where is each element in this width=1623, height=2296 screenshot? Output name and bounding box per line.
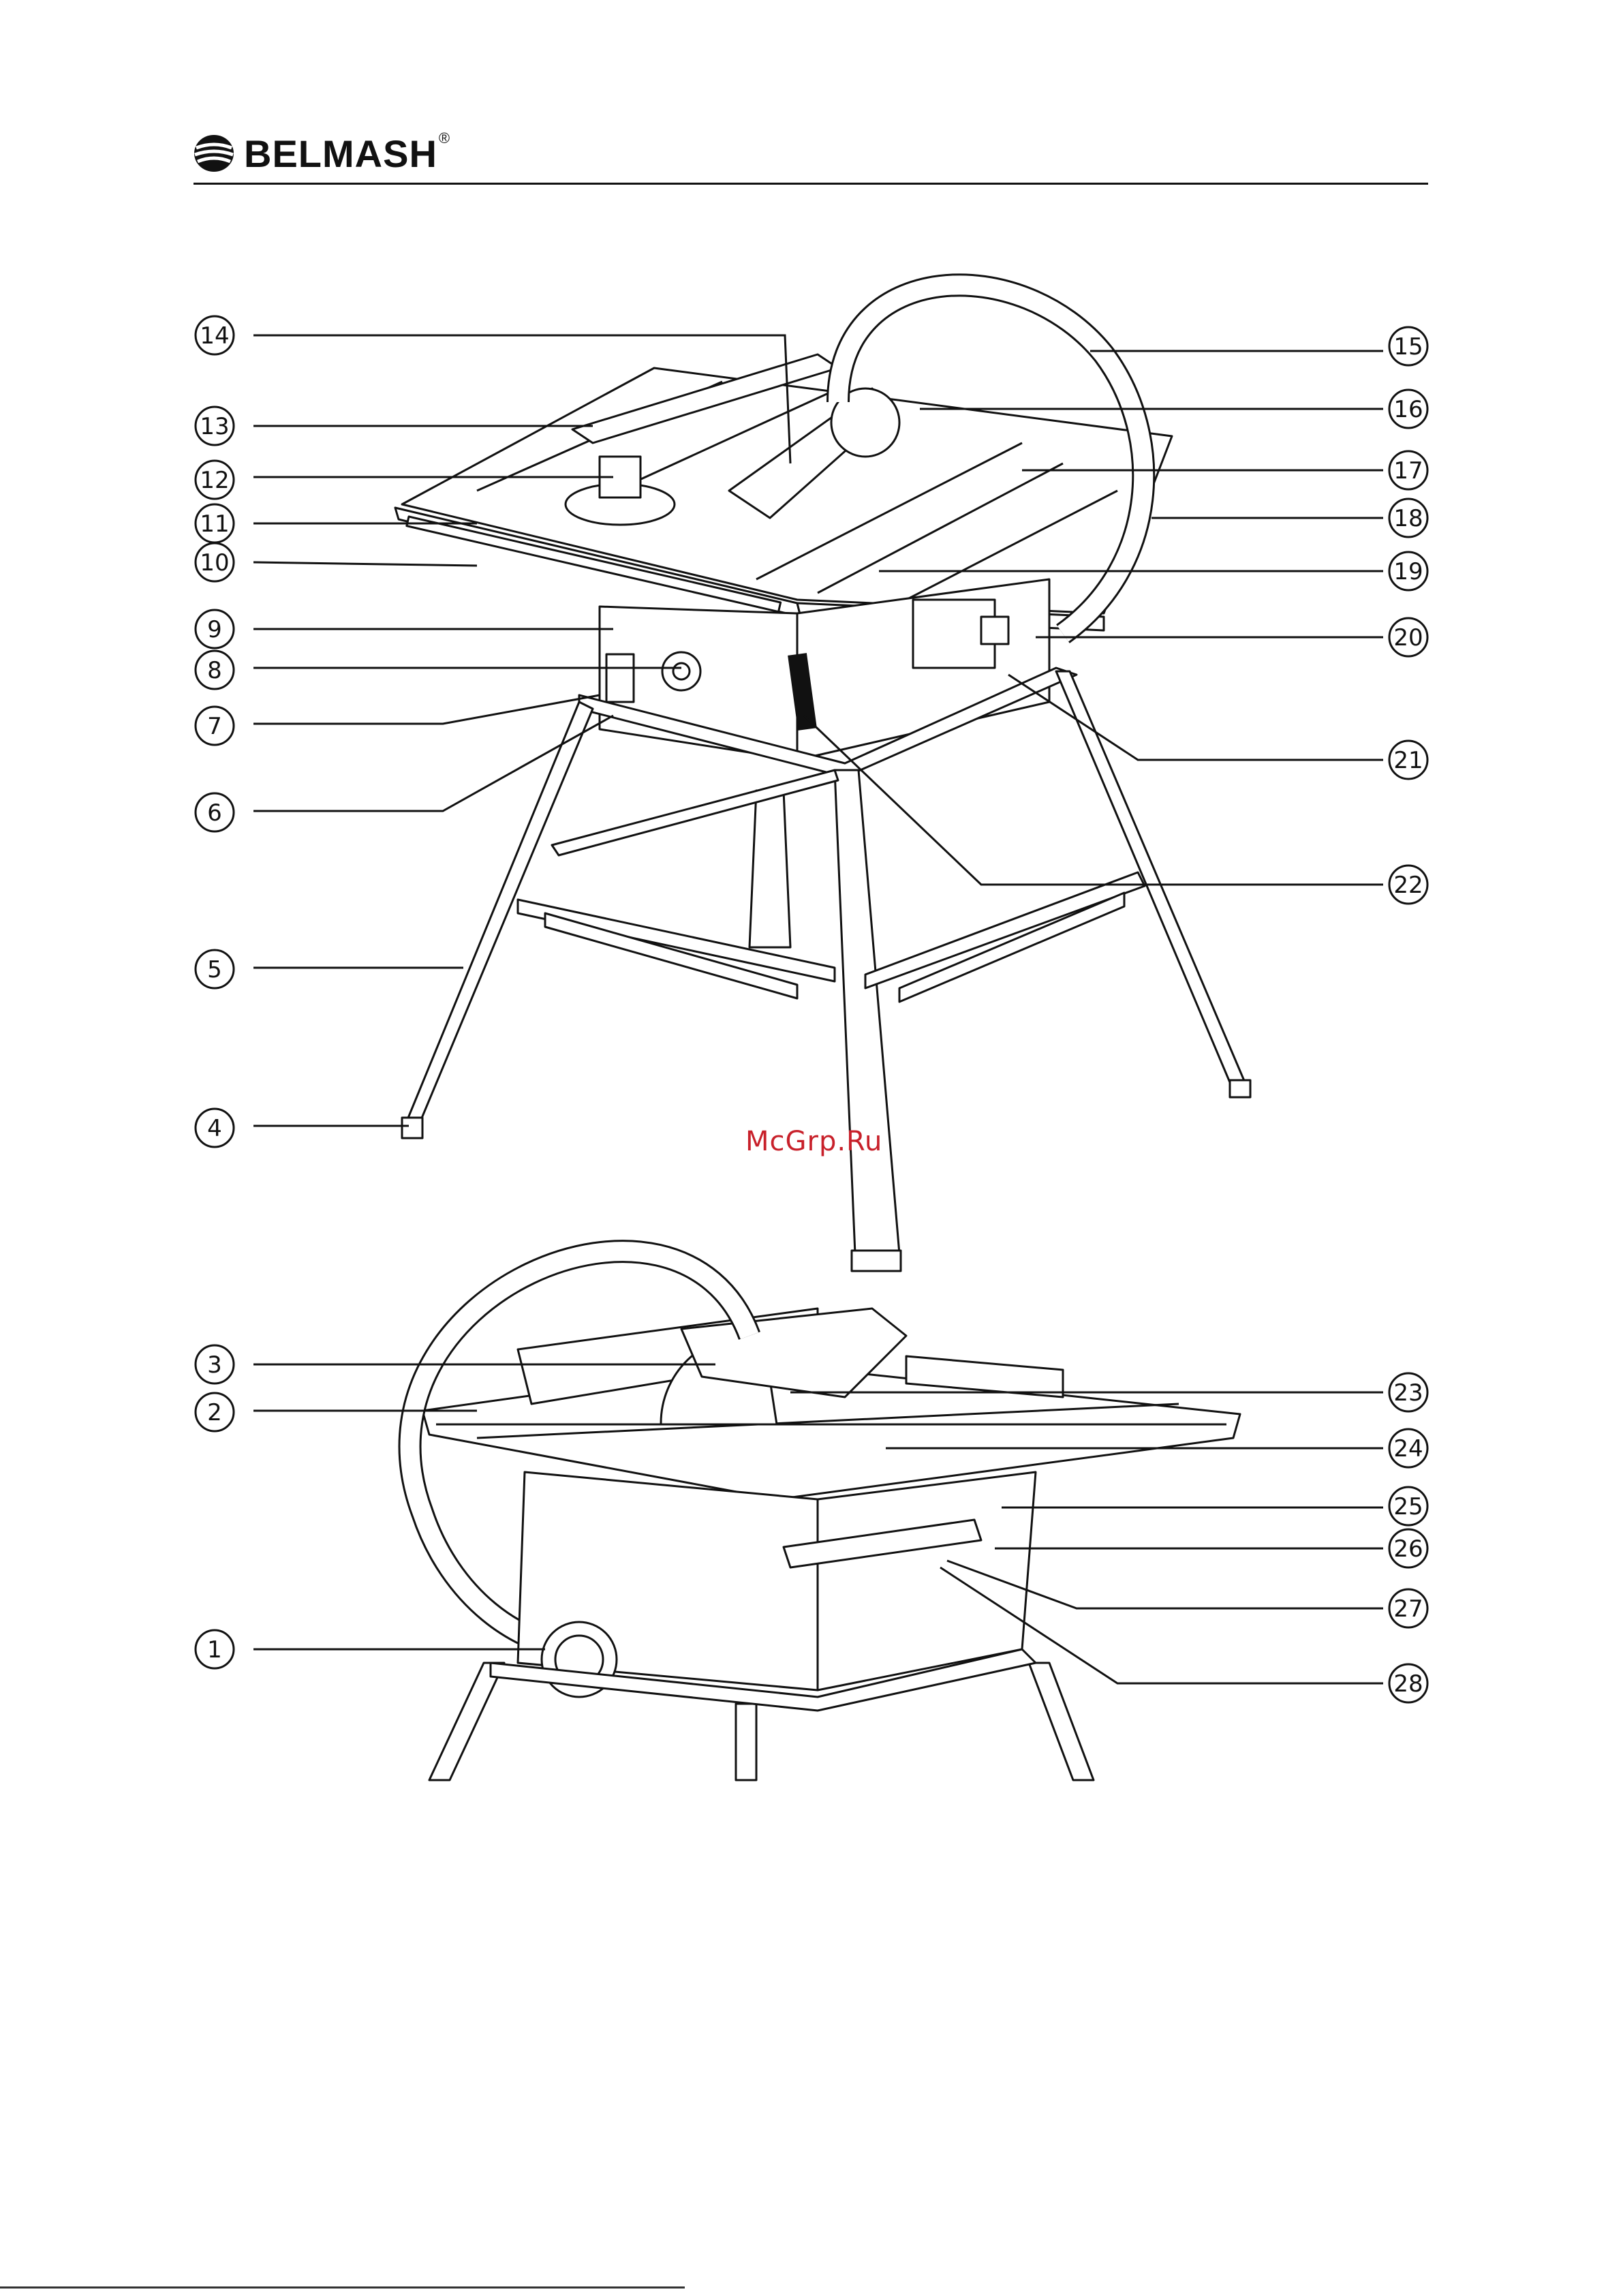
callout-label: 11 [200,510,230,538]
callout-label: 9 [207,616,222,643]
callout-label: 6 [207,799,222,827]
brand-name: BELMASH [244,132,437,175]
callout-4 [196,1109,234,1147]
callout-10 [196,543,234,581]
callout-18 [1389,499,1427,537]
callout-label: 14 [200,322,230,350]
callout-label: 15 [1393,333,1423,361]
callout-label: 21 [1393,747,1423,774]
callout-label: 16 [1393,396,1423,423]
saw-top-view [395,285,1250,1271]
callout-label: 24 [1393,1435,1423,1463]
footer-divider [0,2286,685,2289]
leg-center-front [835,770,899,1254]
callouts-left [196,316,234,1668]
callout-label: 25 [1393,1493,1423,1520]
registered-mark: ® [438,129,450,147]
callout-5 [196,950,234,988]
callout-15 [1389,327,1427,365]
callout-2 [196,1393,234,1431]
callout-label: 17 [1393,457,1423,485]
callout-label: 4 [207,1115,222,1142]
callout-9 [196,610,234,648]
callout-28 [1389,1664,1427,1702]
callout-7 [196,707,234,745]
callout-27 [1389,1589,1427,1627]
callout-label: 3 [207,1351,222,1379]
saw-side-view [410,1251,1240,1780]
callout-label: 28 [1393,1670,1423,1698]
callout-25 [1389,1487,1427,1525]
callout-20 [1389,618,1427,656]
callout-23 [1389,1373,1427,1411]
callout-26 [1389,1529,1427,1567]
callout-11 [196,504,234,542]
callout-label: 1 [207,1636,222,1664]
callout-label: 10 [200,549,230,577]
callout-label: 7 [207,713,222,740]
callout-label: 20 [1393,624,1423,652]
callout-label: 23 [1393,1379,1423,1407]
callout-label: 19 [1393,558,1423,585]
callout-label: 22 [1393,872,1423,899]
callout-label: 26 [1393,1535,1423,1563]
callout-label: 12 [200,467,230,494]
callout-24 [1389,1429,1427,1467]
callout-13 [196,407,234,445]
callout-label: 27 [1393,1595,1423,1623]
callout-16 [1389,390,1427,428]
callout-label: 18 [1393,505,1423,532]
callout-6 [196,793,234,831]
leg-right-front [1056,671,1247,1090]
callout-label: 2 [207,1399,222,1426]
callout-22 [1389,866,1427,904]
callout-3 [196,1345,234,1383]
callout-21 [1389,741,1427,779]
leg-back [749,791,790,947]
callouts-right [1389,327,1427,1702]
callout-12 [196,461,234,499]
callout-17 [1389,451,1427,489]
callout-1 [196,1630,234,1668]
callout-14 [196,316,234,354]
watermark-text: McGrp.Ru [745,1126,883,1157]
callout-19 [1389,552,1427,590]
callout-label: 5 [207,956,222,983]
callout-8 [196,651,234,689]
callout-label: 13 [200,413,230,440]
callout-label: 8 [207,657,222,684]
